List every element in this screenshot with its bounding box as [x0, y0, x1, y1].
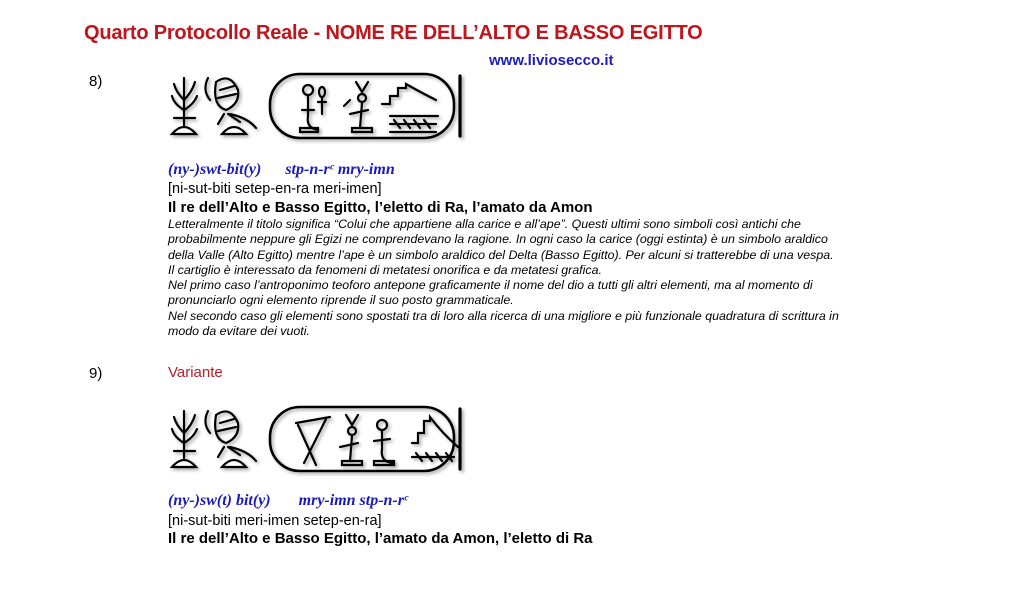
page-title: Quarto Protocollo Reale - NOME RE DELL’ALTO E BASSO EGITTO [84, 22, 703, 44]
explanation-line: della Valle (Alto Egitto) mentre l’ape è un simbolo araldico del Delta (Basso Egitto). Per alcuni si tratterebbe di una vespa. [168, 247, 834, 262]
transliteration-part-b: stp-n-rᶜ mry-imn [285, 161, 395, 178]
transliteration-part-a: (ny-)swt-bit(y) [168, 161, 262, 178]
explanation-line: Letteralmente il titolo significa “Colui che appartiene alla carice e all’ape”. Questi ultimi sono simboli così antichi che [168, 217, 801, 231]
transliteration-part-b: mry-imn stp-n-rᶜ [298, 492, 409, 509]
explanation-line: Il cartiglio è interessato da fenomeni di metatesi onorifica e da metatesi grafica. [168, 262, 602, 277]
pronunciation: [ni-sut-biti setep-en-ra meri-imen] [168, 181, 382, 197]
pronunciation: [ni-sut-biti meri-imen setep-en-ra] [168, 513, 382, 529]
explanation-line: pronunciarlo ogni elemento riprende il suo posto grammaticale. [168, 293, 514, 308]
explanation-line: Nel secondo caso gli elementi sono spostati tra di loro alla ricerca di una migliore e più funzionale quadratura di scrittura in [168, 308, 839, 323]
transliteration-part-a: (ny-)sw(t) bit(y) [168, 492, 271, 509]
explanation-paragraph [168, 217, 928, 339]
entry-number-9: 9) [89, 365, 103, 382]
hieroglyph-variant-cartouche [168, 403, 468, 485]
variant-label: Variante [168, 364, 223, 381]
translation: Il re dell’Alto e Basso Egitto, l’amato da Amon, l’eletto di Ra [168, 530, 593, 547]
explanation-line: probabilmente neppure gli Egizi ne comprendevano la ragione. In ogni caso la carice (oggi estinta) è un simbolo araldico [168, 232, 828, 247]
website-link[interactable]: www.liviosecco.it [489, 52, 614, 69]
translation: Il re dell’Alto e Basso Egitto, l’eletto di Ra, l’amato da Amon [168, 199, 593, 216]
entry-number-8: 8) [89, 73, 103, 90]
explanation-line: Nel primo caso l’antroponimo teoforo antepone graficamente il nome del dio a tutti gli altri elementi, ma al momento di [168, 278, 813, 293]
hieroglyph-sedge-bee-cartouche [168, 70, 468, 152]
explanation-line: modo da evitare dei vuoti. [168, 324, 310, 339]
